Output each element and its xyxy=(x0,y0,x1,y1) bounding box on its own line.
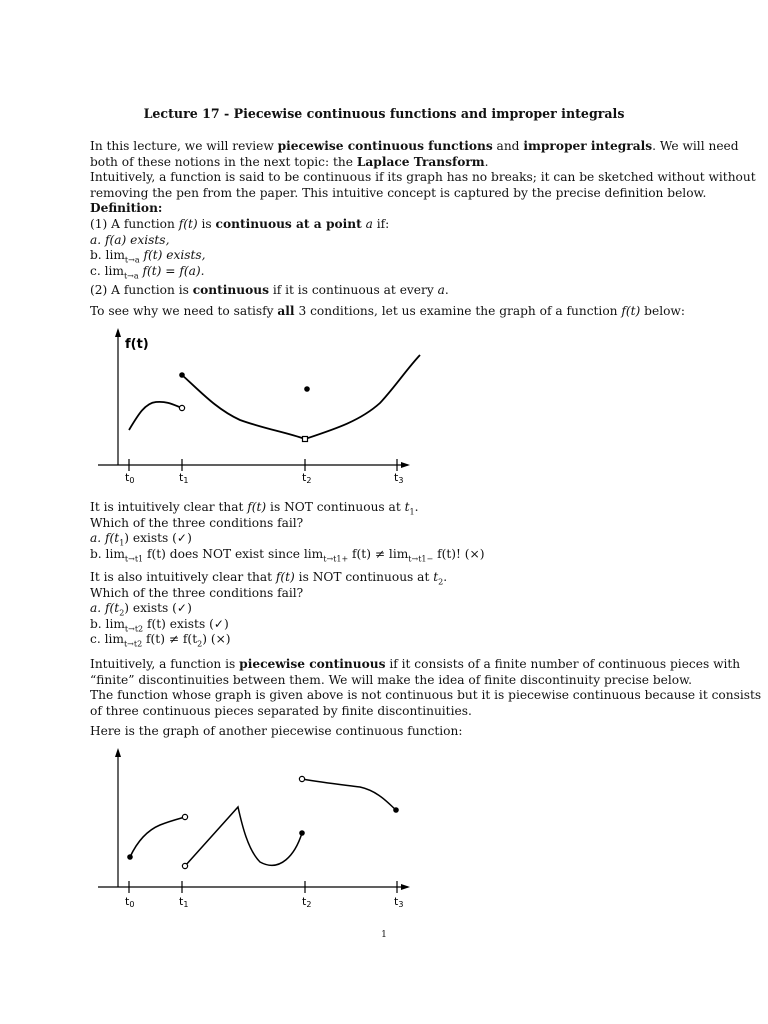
definition-term: continuous at a point xyxy=(215,216,362,231)
analysis-a: a. f(t xyxy=(90,531,120,546)
analysis-question: Which of the three conditions fail? xyxy=(90,585,304,600)
analysis-b: b. lim xyxy=(90,546,125,561)
condition-a: a. f(a) exists, xyxy=(90,232,170,247)
graph-intro-text: To see why we need to satisfy xyxy=(90,303,278,318)
limit-subscript: t→a xyxy=(124,255,140,265)
tick-label-t2: t2 xyxy=(302,895,312,909)
analysis-text: is NOT continuous at xyxy=(294,570,434,584)
tick-label-t1: t1 xyxy=(179,471,189,485)
analysis-b-mid: f(t) ≠ lim xyxy=(348,546,409,561)
intro-line: removing the pen from the paper. This intuitive concept is captured by the precise definition below. xyxy=(90,185,707,200)
analysis-text: It is intuitively clear that xyxy=(90,500,248,514)
piecewise-line: Here is the graph of another piecewise continuous function: xyxy=(90,724,463,739)
analysis-text: . xyxy=(443,570,448,584)
limit-subscript: t→t2 xyxy=(124,624,144,634)
tick-label-t0: t0 xyxy=(125,895,135,909)
limit-subscript: t→t1− xyxy=(408,554,434,564)
math-f: f(t) xyxy=(178,216,198,231)
analysis-a-rest: ) exists (✓) xyxy=(124,531,192,546)
analysis-text: It is also intuitively clear that xyxy=(90,570,276,584)
piecewise-line: “finite” discontinuities between them. We will make the idea of finite discontinuity precise below. xyxy=(90,672,692,687)
analysis-t2 xyxy=(90,570,680,648)
math-f: f(t) xyxy=(621,303,641,318)
condition-c: c. lim xyxy=(90,263,124,278)
graph-2-svg xyxy=(90,745,430,910)
tick-label-t3: t3 xyxy=(394,471,404,485)
intro-text: . xyxy=(484,154,489,169)
intro-text: both of these notions in the next topic: the xyxy=(90,154,357,169)
subscript: 1 xyxy=(409,507,415,517)
definition-text: is xyxy=(197,216,216,231)
definition-heading: Definition: xyxy=(90,201,163,216)
open-point-t2 xyxy=(303,437,308,442)
analysis-text: is NOT continuous at xyxy=(266,500,405,514)
definition-text: . xyxy=(444,283,449,298)
piecewise-text: Intuitively, a function is xyxy=(90,657,240,671)
intro-text: . We will need xyxy=(652,139,739,153)
subscript: 2 xyxy=(119,608,125,618)
intro-text: and xyxy=(492,139,524,153)
piecewise-line: of three continuous pieces separated by finite discontinuities. xyxy=(90,703,472,718)
limit-subscript: t→t1+ xyxy=(323,554,349,564)
limit-subscript: t→t1 xyxy=(124,554,144,564)
analysis-c-rest: f(t) ≠ f(t xyxy=(142,632,198,647)
analysis-text: . xyxy=(414,500,419,514)
definition-text: if: xyxy=(372,216,390,231)
analysis-c-rest: ) (×) xyxy=(202,632,231,647)
graph-intro-text: below: xyxy=(640,303,685,318)
isolated-point-t2 xyxy=(304,386,310,392)
math-a: a xyxy=(437,283,445,298)
intro-text: In this lecture, we will review xyxy=(90,139,278,153)
closed-point-t0 xyxy=(127,854,133,860)
curve-piece-2 xyxy=(182,375,305,439)
definition-text: (1) A function xyxy=(90,216,179,231)
condition-c-rest: f(t) = f(a). xyxy=(138,263,205,278)
x-axis-arrow xyxy=(401,462,410,468)
tick-label-t0: t0 xyxy=(125,471,135,485)
graph-1-svg xyxy=(90,325,430,485)
condition-b-rest: f(t) exists, xyxy=(139,248,206,263)
analysis-b-mid: f(t) does NOT exist since lim xyxy=(143,546,324,561)
subscript: 2 xyxy=(438,577,444,587)
curve-piece-2 xyxy=(185,807,302,866)
page-number: 1 xyxy=(381,930,387,940)
definition-text: if it is continuous at every xyxy=(268,283,438,298)
y-axis-label: f(t) xyxy=(125,337,149,352)
y-axis-arrow xyxy=(115,328,121,337)
analysis-question: Which of the three conditions fail? xyxy=(90,515,304,530)
curve-piece-1 xyxy=(129,402,182,430)
math-t: t xyxy=(404,500,410,514)
analysis-b: b. lim xyxy=(90,616,125,631)
page-title: Lecture 17 - Piecewise continuous functions and improper integrals xyxy=(143,106,625,121)
tick-label-t3: t3 xyxy=(394,895,404,909)
tick-label-t1: t1 xyxy=(179,895,189,909)
math-f: f(t) xyxy=(247,500,267,514)
analysis-a-rest: ) exists (✓) xyxy=(124,601,192,616)
piecewise-paragraph xyxy=(90,657,762,740)
curve-piece-3 xyxy=(305,355,420,439)
closed-point-t3 xyxy=(393,807,399,813)
analysis-b-rest: f(t)! (×) xyxy=(433,546,485,561)
analysis-a: a. f(t xyxy=(90,601,120,616)
curve-piece-3 xyxy=(302,779,396,810)
math-f: f(t) xyxy=(275,570,295,584)
x-axis-arrow xyxy=(401,884,410,890)
definition-term: continuous xyxy=(192,283,269,298)
piecewise-term: piecewise continuous xyxy=(239,657,386,671)
analysis-b-rest: f(t) exists (✓) xyxy=(143,616,229,631)
graph-intro-text: 3 conditions, let us examine the graph of a function xyxy=(294,303,622,318)
math-t: t xyxy=(433,570,439,584)
condition-b: b. lim xyxy=(90,248,125,263)
piecewise-text: if it consists of a finite number of continuous pieces with xyxy=(385,657,741,671)
subscript: 2 xyxy=(197,639,203,649)
intro-term-improper: improper integrals xyxy=(523,139,653,153)
open-point-t1 xyxy=(179,405,184,410)
open-point-t2 xyxy=(299,776,304,781)
intro-line: Intuitively, a function is said to be continuous if its graph has no breaks; it can be sketched without without xyxy=(90,170,756,185)
math-a: a xyxy=(361,216,373,231)
definition-text: (2) A function is xyxy=(90,283,193,298)
intro-term-piecewise: piecewise continuous functions xyxy=(277,139,493,153)
closed-point-t1 xyxy=(179,372,185,378)
graph-2 xyxy=(90,745,430,915)
intro-term-laplace: Laplace Transform xyxy=(356,154,485,169)
open-point-t1 xyxy=(182,814,187,819)
graph-1 xyxy=(90,325,430,490)
analysis-c: c. lim xyxy=(90,632,124,647)
analysis-t1 xyxy=(90,500,680,562)
limit-subscript: t→t2 xyxy=(123,639,143,649)
tick-label-t2: t2 xyxy=(302,471,312,485)
open-point-t1-lower xyxy=(182,863,187,868)
intro-paragraph xyxy=(90,139,756,320)
piecewise-line: The function whose graph is given above is not continuous but it is piecewise continuous because it consists xyxy=(90,688,762,703)
limit-subscript: t→a xyxy=(123,271,139,281)
y-axis-arrow xyxy=(115,748,121,757)
closed-point-t2 xyxy=(299,830,305,836)
graph-intro-emph: all xyxy=(277,303,295,318)
subscript: 1 xyxy=(119,538,125,548)
curve-piece-1 xyxy=(130,817,185,857)
